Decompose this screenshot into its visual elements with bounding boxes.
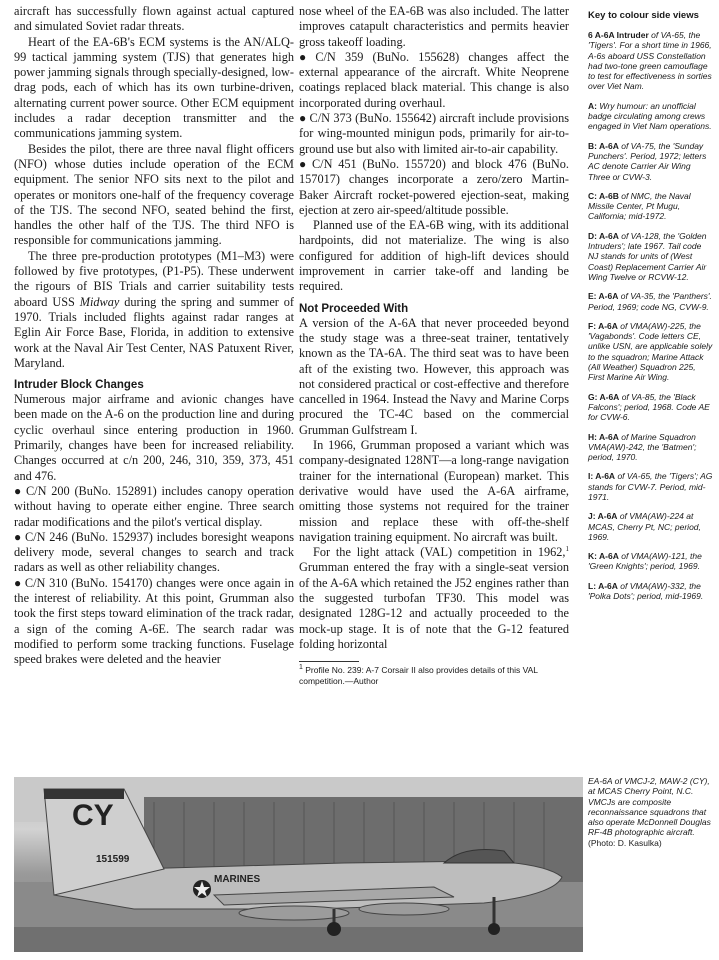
bullet-text: C/N 310 (BuNo. 154170) changes were once again in the interest of reliability. At this point, Grumman also took the first steps toward elimination of the track radar, a sign of the coming A-6E. The search radar was modified to perform some tracking functions. Fuselage speed brakes were deleted and the heavier — [14, 575, 294, 667]
key-entry-label: B: A-6A — [588, 140, 619, 151]
key-entry — [588, 141, 714, 182]
bullet-text: C/N 373 (BuNo. 155642) aircraft include provisions for wing-mounted minigun pods, primarily for air-to-ground use but also with limited air-to-air capability. — [299, 111, 570, 156]
text-span: during the spring and summer of 1970. Trials included flights against radar ranges at Eglin Air Force Base, Florida, in addition to extensive work at the Naval Air Test Center, NAS Patuxent River, Maryland. — [14, 294, 294, 370]
key-entry-label: H: A-6A — [588, 431, 619, 442]
bullet-item — [299, 157, 569, 218]
bullet-icon: ● — [14, 483, 23, 498]
key-entry-description: of VMA(AW)-224 at MCAS, Cherry Pt, NC; period, 1969. — [588, 511, 701, 542]
footnote — [299, 665, 569, 686]
paragraph: A version of the A-6A that never proceeded beyond the study stage was a three-seat trainer, tentatively known as the TA-6A. The third seat was to have been aft of the existing two. However, this approach was not considered practical or cost-effective and therefore cancelled in 1964. Instead the Navy and Marine Corps procured the TC-4C based on the commercial Grumman Gulfstream I. — [299, 315, 569, 437]
paragraph: Numerous major airframe and avionic changes have been made on the A-6 on the production line and during cyclic overhaul since entering production in 1960. Primarily, changes have been for increased reliability. Changes occurred at c/n 200, 246, 310, 359, 373, 451 and 476. — [14, 392, 294, 483]
tail-code-text: CY — [72, 799, 114, 832]
marines-text: MARINES — [214, 874, 261, 885]
key-entry-description: of NMC, the Naval Missile Center, Pt Mugu, California; mid-1972. — [588, 190, 691, 222]
key-entry — [588, 471, 714, 502]
text-span: The three pre-production prototypes (M1–M3) were followed by five prototypes, (P1-P5). These underwent the rigours of BIS Trials and carrier suitability tests aboard USS — [14, 248, 294, 309]
key-entry-description: of VA-75, the 'Sunday Punchers'. Period, 1972; letters AC denote Carrier Air Wing Three or CVW-3. — [588, 140, 707, 182]
section-heading: Intruder Block Changes — [14, 379, 144, 392]
aircraft-photo-illustration — [14, 777, 583, 952]
key-entry — [588, 511, 714, 542]
paragraph — [299, 545, 569, 652]
bullet-item — [299, 111, 569, 157]
paragraph: Planned use of the EA-6B wing, with its additional hardpoints, did not materialize. The wing is also configured for addition of high-lift devices should improvement in carrier take-off and landing be required. — [299, 218, 569, 294]
key-entry-label: C: A-6B — [588, 190, 619, 201]
section-heading: Not Proceeded With — [299, 302, 409, 315]
key-entry — [588, 392, 714, 423]
key-entry-description: of VMA(AW)-121, the 'Green Knights'; period, 1969. — [588, 551, 702, 572]
paragraph: In 1966, Grumman proposed a variant which was company-designated 128NT—a long-range navigation trainer for the international (European) market. This derivative would have used the A-6A airframe, omitting those systems not required for the trainer mission and replace these with off-the-shelf navigation training equipment. No aircraft was built. — [299, 438, 569, 544]
bullet-icon: ● — [299, 111, 307, 126]
key-entry-description: of VA-85, the 'Black Falcons'; period, 1968. Code AE for CVW-6. — [588, 391, 710, 423]
key-entry-description: Wry humour: an unofficial badge circulating among crews engaged in Viet Nam operations. — [588, 100, 712, 132]
key-entry — [588, 581, 714, 602]
key-entry-label: G: A-6A — [588, 391, 620, 402]
key-entry — [588, 321, 714, 383]
key-entry-description: of VA-65, the 'Tigers'. For a short time in 1966, A-6s aboard USS Constellation had two-tone green camouflage to test for effectiveness in sorties over Viet Nam. — [588, 30, 712, 92]
footnote-divider — [299, 661, 359, 662]
key-entry — [588, 551, 714, 572]
paragraph: aircraft has successfully flown against actual captured and simulated Soviet radar threats. — [14, 4, 294, 34]
key-entry-label: A: — [588, 100, 597, 111]
key-list — [588, 30, 714, 601]
text-column-2 — [299, 4, 569, 686]
key-entry-description: of VMA(AW)-332, the 'Polka Dots'; period, mid-1969. — [588, 580, 704, 602]
serial-text: 151599 — [96, 854, 130, 865]
key-entry-label: F: A-6A — [588, 320, 618, 331]
bullet-item — [14, 530, 294, 576]
photo-credit: (Photo: D. Kasulka) — [588, 837, 662, 848]
bullet-icon: ● — [299, 156, 309, 171]
key-entry — [588, 291, 714, 312]
key-title: Key to colour side views — [588, 10, 699, 21]
bullet-text: C/N 359 (BuNo. 155628) changes affect the external appearance of the aircraft. White Neoprene coatings replaced black material. This change is also incorporated during overhaul. — [299, 49, 569, 110]
bullet-text: C/N 200 (BuNo. 152891) includes canopy operation without having to operate either engine. Three search radar modifications and the pilot's vertical display. — [14, 483, 294, 529]
photo-caption — [588, 776, 714, 848]
text-span: For the light attack (VAL) competition in 1962, — [313, 545, 566, 560]
bullet-text: C/N 246 (BuNo. 152937) includes boresight weapons delivery mode, several changes to search and track radars as well as other reliability changes. — [14, 529, 295, 575]
bullet-icon: ● — [299, 49, 313, 64]
footnote-text: Profile No. 239: A-7 Corsair II also provides details of this VAL competition.—Author — [299, 665, 538, 686]
aircraft-photo — [14, 777, 583, 952]
key-entry-description: of VA-128, the 'Golden Intruders'; late 1967. Tail code NJ stands for units of (West Coast) Replacement Carrier Air Wing Twelve or RCVW-12. — [588, 230, 707, 282]
key-entry-description: of VA-65, the 'Tigers'; AG stands for CVW-7. Period, mid-1971. — [588, 471, 713, 502]
paragraph — [14, 249, 294, 371]
key-entry-description: of Marine Squadron VMA(AW)-242, the 'Batmen'; period, 1970. — [588, 431, 697, 463]
paragraph: Besides the pilot, there are three naval flight officers (NFO) whose duties include operation of the ECM equipment. The senior NFO sits next to the pilot and operates or monitors one-half of the frequency coverage of the TJS. The second NFO, seated behind the first, handles the other half of the TJS. The third NFO is responsible for communications jamming. — [14, 141, 294, 248]
bullet-item — [299, 50, 569, 111]
footnote-ref: 1 — [565, 545, 569, 553]
text-column-1 — [14, 4, 294, 667]
key-entry-label: I: A-6A — [588, 471, 616, 482]
key-entry — [588, 101, 714, 132]
bullet-icon: ● — [14, 575, 22, 590]
key-entry — [588, 231, 714, 282]
key-entry-description: of VA-35, the 'Panthers'. Period, 1969; code NG, CVW-9. — [588, 291, 712, 312]
key-entry-label: E: A-6A — [588, 291, 619, 302]
bullet-text: C/N 451 (BuNo. 155720) and block 476 (BuNo. 157017) changes incorporate a zero/zero Martin-Baker Aircraft rocket-powered ejection-seat, making ejection at zero air-speed/altitude possible. — [299, 156, 569, 217]
key-entry-label: D: A-6A — [588, 230, 619, 241]
key-entry-label: 6 A-6A Intruder — [588, 30, 649, 40]
key-entry — [588, 432, 714, 463]
colour-key-sidebar — [588, 4, 714, 610]
paragraph: nose wheel of the EA-6B was also included. The latter improves catapult characteristics and permits heavier gross takeoff loading. — [299, 4, 569, 49]
key-entry-label: K: A-6A — [588, 551, 619, 562]
caption-text: EA-6A of VMCJ-2, MAW-2 (CY), at MCAS Cherry Point, N.C. VMCJs are composite reconnaissance squadrons that also operate McDonnell Douglas RF-4B photographic aircraft. — [588, 776, 711, 838]
key-entry-description: of VMA(AW)-225, the 'Vagabonds'. Code letters CE, unlike USN, are applicable solely to the squadron; Marine Attack (All Weather) Squadron 225, First Marine Air Wing. — [588, 320, 713, 383]
bullet-item — [14, 576, 294, 668]
text-span: Grumman entered the fray with a single-seat version of the A-6A which retained the J52 engines rather than the suggested turbofan TF30. This model was designated 128G-12 and actually proceeded to the mock-up stage. It is of note that the G-12 featured folding horizontal — [299, 560, 569, 651]
bullet-item — [14, 484, 294, 530]
footnote-marker: 1 — [299, 664, 303, 672]
key-entry-label: L: A-6A — [588, 580, 618, 591]
key-entry — [588, 191, 714, 222]
paragraph: Heart of the EA-6B's ECM systems is the AN/ALQ-99 tactical jamming system (TJS) that generates high power jamming signals through specially-designed, low-drag pods, each of which has its own turbine-driven, alternating current power source. Other ECM equipment includes a radar deception transmitter and the communications jamming system. — [14, 34, 294, 141]
key-entry — [588, 30, 714, 92]
bullet-icon: ● — [14, 529, 22, 544]
ship-name: Midway — [79, 294, 120, 309]
key-entry-label: J: A-6A — [588, 511, 618, 522]
